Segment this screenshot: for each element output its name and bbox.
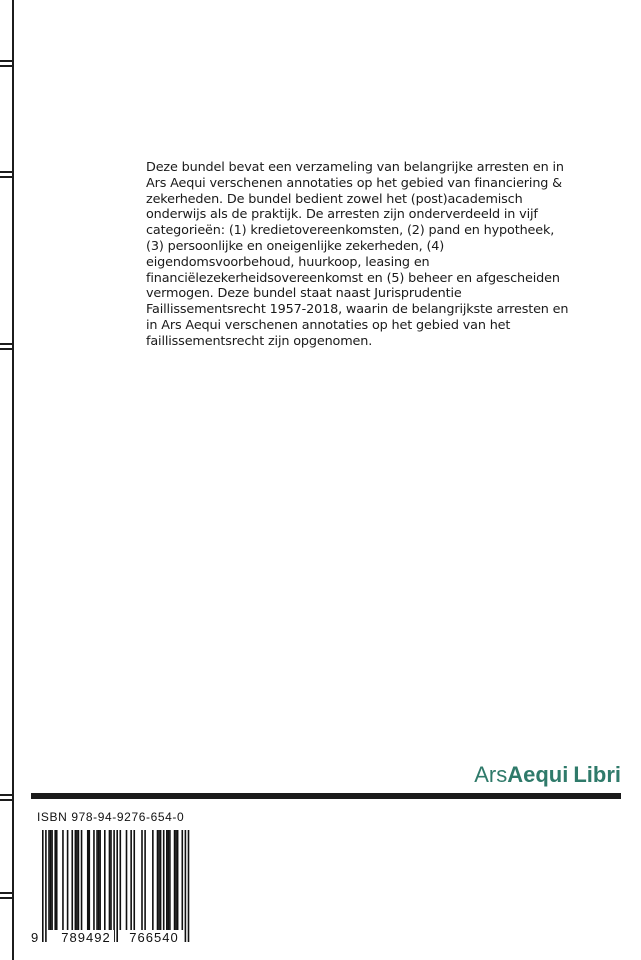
barcode-bar xyxy=(96,830,98,930)
publisher-name-libri: Libri xyxy=(573,762,621,787)
barcode-bar xyxy=(93,830,95,930)
barcode-bar xyxy=(120,830,122,930)
barcode-bar xyxy=(175,830,177,930)
barcode-bar xyxy=(56,830,58,930)
barcode-bar xyxy=(54,830,56,930)
crop-mark xyxy=(0,343,12,350)
barcode-bar xyxy=(75,830,77,930)
barcode-bar xyxy=(113,830,115,942)
barcode-bar xyxy=(76,830,78,930)
barcode-first-digit: 9 xyxy=(31,930,39,945)
barcode-bar xyxy=(169,830,171,930)
barcode-bar xyxy=(48,830,50,930)
barcode-bar xyxy=(62,830,64,930)
barcode-bar xyxy=(126,830,128,930)
barcode-bar xyxy=(81,830,83,930)
isbn-label: ISBN 978-94-9276-654-0 xyxy=(37,810,185,824)
barcode-bar xyxy=(168,830,170,930)
barcode-bar xyxy=(163,830,165,930)
barcode-bar xyxy=(104,830,106,930)
crop-mark xyxy=(0,892,12,899)
barcode-bar xyxy=(144,830,146,930)
blurb-line: Deze bundel bevat een verzameling van belangrijke arresten en in xyxy=(146,160,564,175)
barcode-bar xyxy=(98,830,100,930)
blurb-line: in Ars Aequi verschenen annotaties op het gebied van het xyxy=(146,317,511,333)
blurb-line: faillissementsrecht zijn opgenomen. xyxy=(146,333,373,349)
blurb-line: onderwijs als de praktijk. De arresten zijn onderverdeeld in vijf xyxy=(146,207,538,223)
barcode-bar xyxy=(50,830,52,930)
barcode-left-digits: 789492 xyxy=(58,930,114,945)
blurb-line: categorieën: (1) kredietovereenkomsten, (2) pand en hypotheek, xyxy=(146,223,555,239)
crop-mark xyxy=(0,171,12,178)
barcode-bar xyxy=(158,830,160,930)
back-cover-blurb xyxy=(146,160,606,350)
barcode-bar xyxy=(51,830,53,930)
barcode-bar xyxy=(157,830,159,930)
barcode-bar xyxy=(182,830,184,930)
publisher-name-ars: Ars xyxy=(474,762,508,787)
barcode-bar xyxy=(160,830,162,930)
barcode-bar xyxy=(133,830,135,930)
barcode-bar xyxy=(116,830,118,942)
barcode-bar xyxy=(177,830,179,930)
barcode-bar xyxy=(99,830,101,930)
blurb-line: eigendomsvoorbehoud, huurkoop, leasing en xyxy=(146,254,430,270)
blurb-line: vermogen. Deze bundel staat naast Jurisprudentie xyxy=(146,286,462,302)
barcode-bar xyxy=(89,830,91,930)
crop-mark xyxy=(0,794,12,801)
barcode-bar xyxy=(174,830,176,930)
horizontal-rule xyxy=(31,793,621,799)
barcode-bar xyxy=(67,830,69,930)
barcode-bar xyxy=(42,830,44,942)
barcode-bar xyxy=(109,830,111,930)
blurb-line: zekerheden. De bundel bedient zowel het (post)academisch xyxy=(146,191,523,207)
barcode-bar xyxy=(188,830,190,942)
barcode-bar xyxy=(110,830,112,930)
barcode-bar xyxy=(71,830,73,930)
barcode-bar xyxy=(130,830,132,930)
barcode-bar xyxy=(45,830,47,942)
barcode-bar xyxy=(166,830,168,930)
barcode-bar xyxy=(78,830,80,930)
barcode-bar xyxy=(152,830,154,930)
blurb-line: financiëlezekerheidsovereenkomst en (5) beheer en afgescheiden xyxy=(146,270,560,286)
barcode-right-digits: 766540 xyxy=(124,930,184,945)
blurb-line: Ars Aequi verschenen annotaties op het gebied van financiering & xyxy=(146,175,563,191)
blurb-line: Faillissementsrecht 1957-2018, waarin de belangrijkste arresten en xyxy=(146,302,569,318)
barcode-bar xyxy=(87,830,89,930)
left-border-line xyxy=(12,0,14,960)
publisher-logo xyxy=(474,762,621,788)
blurb-line: (3) persoonlijke en oneigenlijke zekerheden, (4) xyxy=(146,238,445,254)
barcode-bar xyxy=(185,830,187,942)
crop-mark xyxy=(0,60,12,67)
publisher-name-aequi: Aequi xyxy=(507,762,569,787)
barcode-bar xyxy=(141,830,143,930)
